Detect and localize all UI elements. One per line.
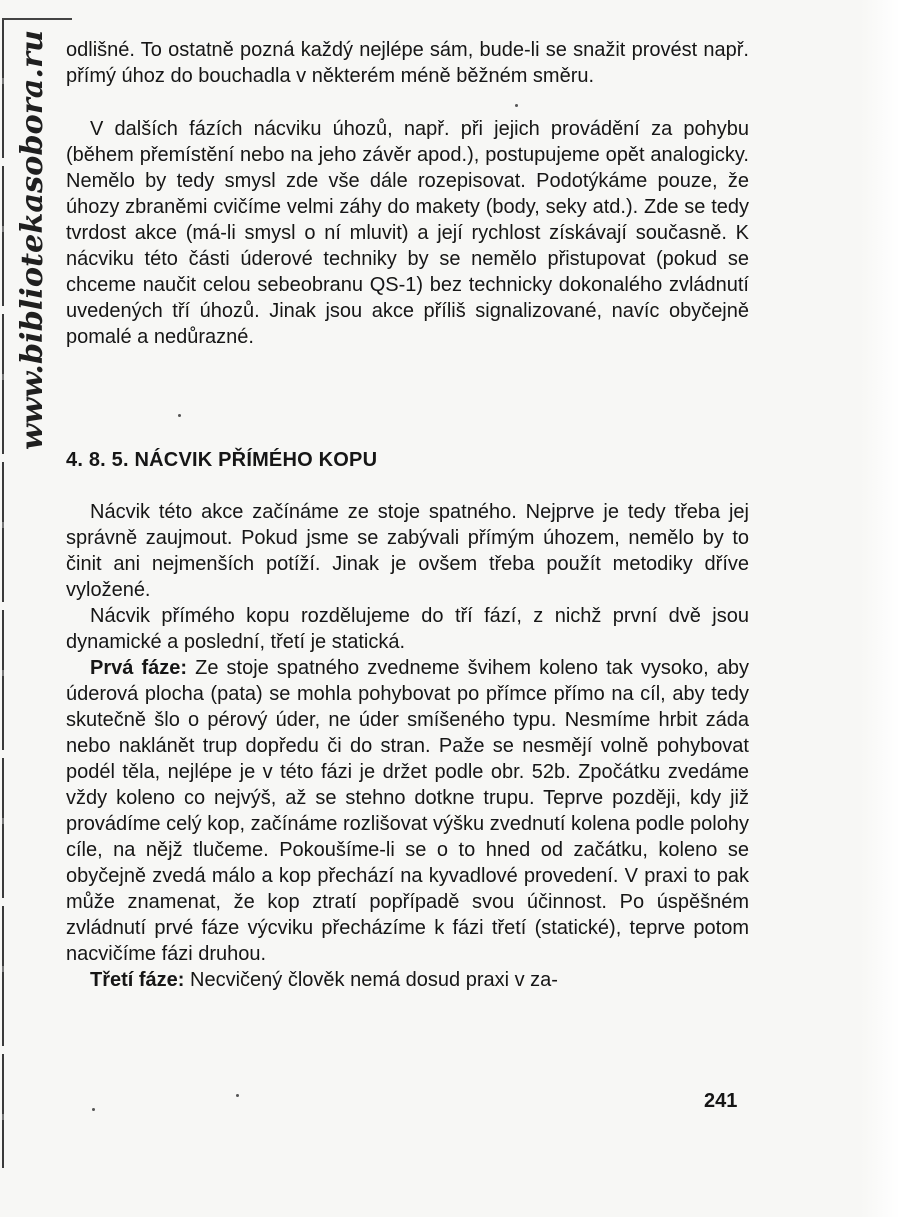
phase-lead: Prvá fáze:	[90, 657, 188, 679]
watermark-text: www.bibliotekasobora.ru	[15, 34, 50, 450]
phase-paragraph	[66, 655, 749, 967]
phase-text: Ze stoje spatného zvedneme švihem koleno tak vysoko, aby úderová plocha (pata) se mohla pohybovat po přímce přímo na cíl, aby tedy skutečně šlo o pérový úder, ne úder smíšeného typu. Nesmíme hrbit záda nebo naklánět trup dopředu či do stran. Paže se nesmějí volně pohybovat podél těla, nejlépe je v této fázi je držet podle obr. 52b. Zpočátku zvedáme vždy koleno co nejvýš, až se stehno dotkne trupu. Teprve později, kdy již provádíme celý kop, začínáme rozlišovat výšku zvednutí kolena podle polohy cíle, na nějž tlučeme. Pokoušíme-li se o to hned od začátku, koleno se obyčejně zvedá málo a kop přechází na kyvadlové provedení. V praxi to pak může znamenat, že kop ztratí popřípadě svou účinnost. Po úspěšném zvládnutí prvé fáze výcviku přecházíme k fázi třetí (statické), teprve potom nacvičíme fázi druhou.	[66, 657, 749, 965]
phase-text: Necvičený člověk nemá dosud praxi v za-	[184, 969, 558, 991]
paragraph: Nácvik této akce začínáme ze stoje spatného. Nejprve je tedy třeba jej správně zaujmout. Pokud jsme se zabývali přímým úhozem, nemělo by to činit ani nejmenších potíží. Jinak je ovšem třeba použít metodiky dříve vyložené.	[66, 501, 749, 601]
print-speck	[92, 1108, 95, 1111]
print-speck	[178, 414, 181, 417]
page-edge-shade	[860, 0, 900, 1217]
paragraph: V dalších fázích nácviku úhozů, např. při jejich provádění za pohybu (během přemístění nebo na jeho závěr apod.), postupujeme opět analogicky. Nemělo by tedy smysl zde vše dále rozepisovat. Podotýkáme pouze, že úhozy zbraněmi cvičíme velmi záhy do makety (body, seky atd.). Zde se tedy tvrdost akce (má-li smysl o ní mluvit) a její rychlost získávají současně. K nácviku této části úderové techniky by se nemělo přistupovat (pokud se chceme naučit celou sebeobranu QS-1) bez technicky dokonalého zvládnutí uvedených tří úhozů. Jinak jsou akce příliš signalizované, navíc obyčejně pomalé a nedůrazné.	[66, 118, 749, 348]
text-block-section	[66, 499, 749, 993]
text-block-top	[66, 37, 749, 89]
phase-lead: Třetí fáze:	[90, 969, 185, 991]
paragraph: Nácvik přímého kopu rozdělujeme do tří fází, z nichž první dvě jsou dynamické a poslední, třetí je statická.	[66, 605, 749, 653]
page-number: 241	[704, 1090, 738, 1112]
print-speck	[515, 104, 518, 107]
text-block-continued	[66, 116, 749, 350]
print-speck	[236, 1094, 239, 1097]
phase-paragraph	[66, 967, 749, 993]
watermark-graphic	[2, 18, 58, 458]
paragraph: odlišné. To ostatně pozná každý nejlépe sám, bude-li se snažit provést např. přímý úhoz do bouchadla v některém méně běžném směru.	[66, 39, 749, 87]
section-heading: 4. 8. 5. NÁCVIK PŘÍMÉHO KOPU	[66, 449, 378, 471]
watermark	[2, 18, 58, 458]
